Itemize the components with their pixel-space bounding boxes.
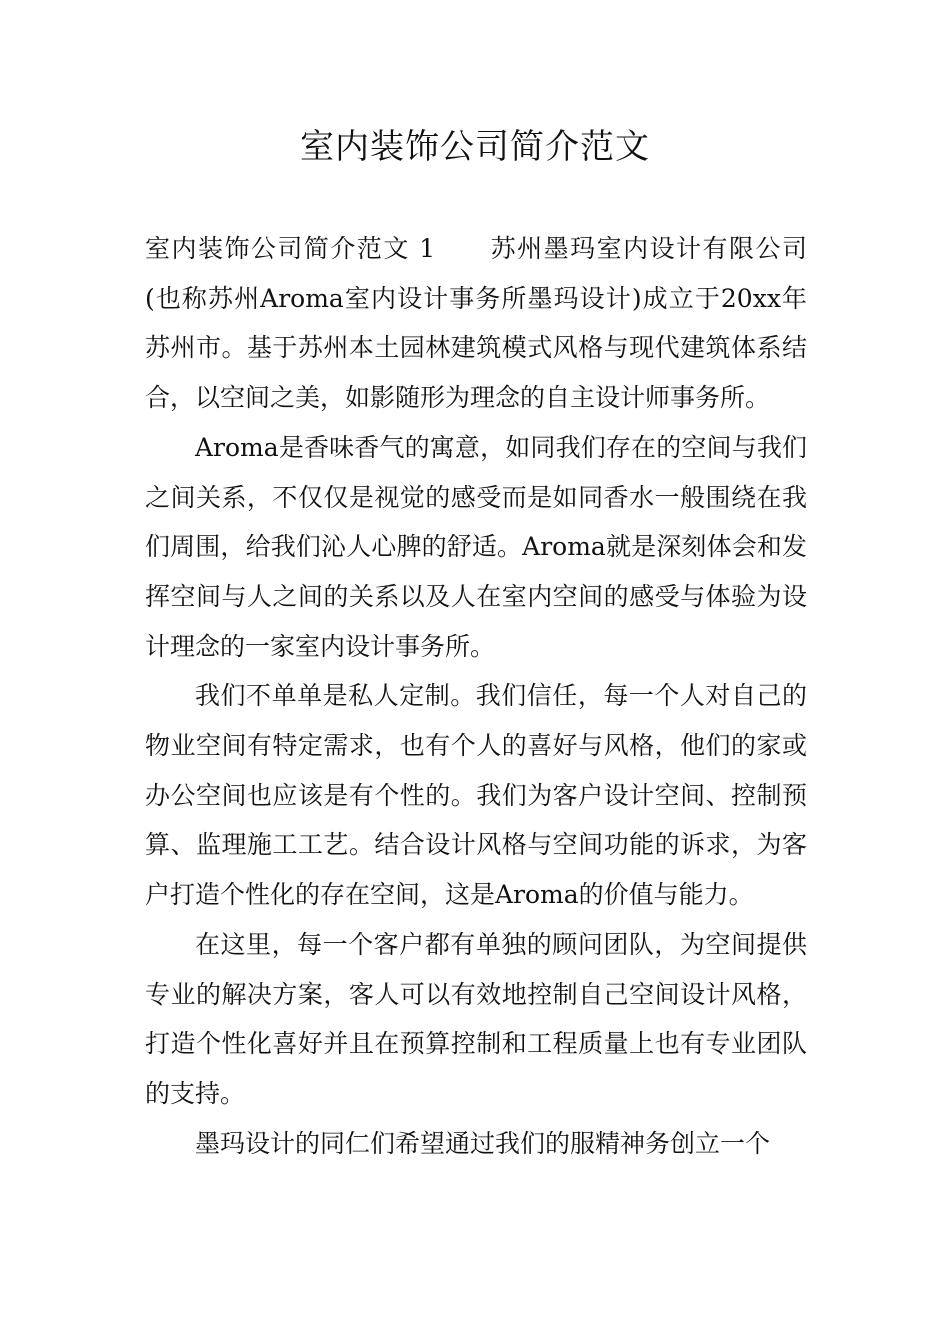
paragraph-3: 我们不单单是私人定制。我们信任，每一个人对自己的物业空间有特定需求，也有个人的喜好与风格，他们的家或办公空间也应该是有个性的。我们为客户设计空间、控制预算、监理施工工艺。结合设计风格与空间功能的诉求，为客户打造个性化的存在空间，这是Aroma的价值与能力。 — [145, 681, 807, 910]
document-title: 室内装饰公司简介范文 — [300, 127, 650, 167]
paragraph-2: Aroma是香味香气的寓意，如同我们存在的空间与我们之间关系，不仅仅是视觉的感受而是如同香水一般围绕在我们周围，给我们沁人心脾的舒适。Aroma就是深刻体会和发挥空间与人之间的关系以及人在室内空间的感受与体验为设计理念的一家室内设计事务所。 — [145, 432, 807, 661]
paragraph-5: 墨玛设计的同仁们希望通过我们的服精神务创立一个 — [195, 1128, 771, 1158]
paragraph-1 — [145, 224, 807, 423]
paragraph-1-text: 苏州墨玛室内设计有限公司(也称苏州Aroma室内设计事务所墨玛设计)成立于20xx年苏州市。基于苏州本土园林建筑模式风格与现代建筑体系结合，以空间之美，如影随形为理念的自主设计师事务所。 — [145, 234, 807, 413]
paragraph-4: 在这里，每一个客户都有单独的顾问团队，为空间提供专业的解决方案，客人可以有效地控制自己空间设计风格，打造个性化喜好并且在预算控制和工程质量上也有专业团队的支持。 — [145, 929, 807, 1108]
document-body — [145, 224, 807, 1168]
section-heading: 室内装饰公司简介范文 1 — [145, 234, 436, 263]
